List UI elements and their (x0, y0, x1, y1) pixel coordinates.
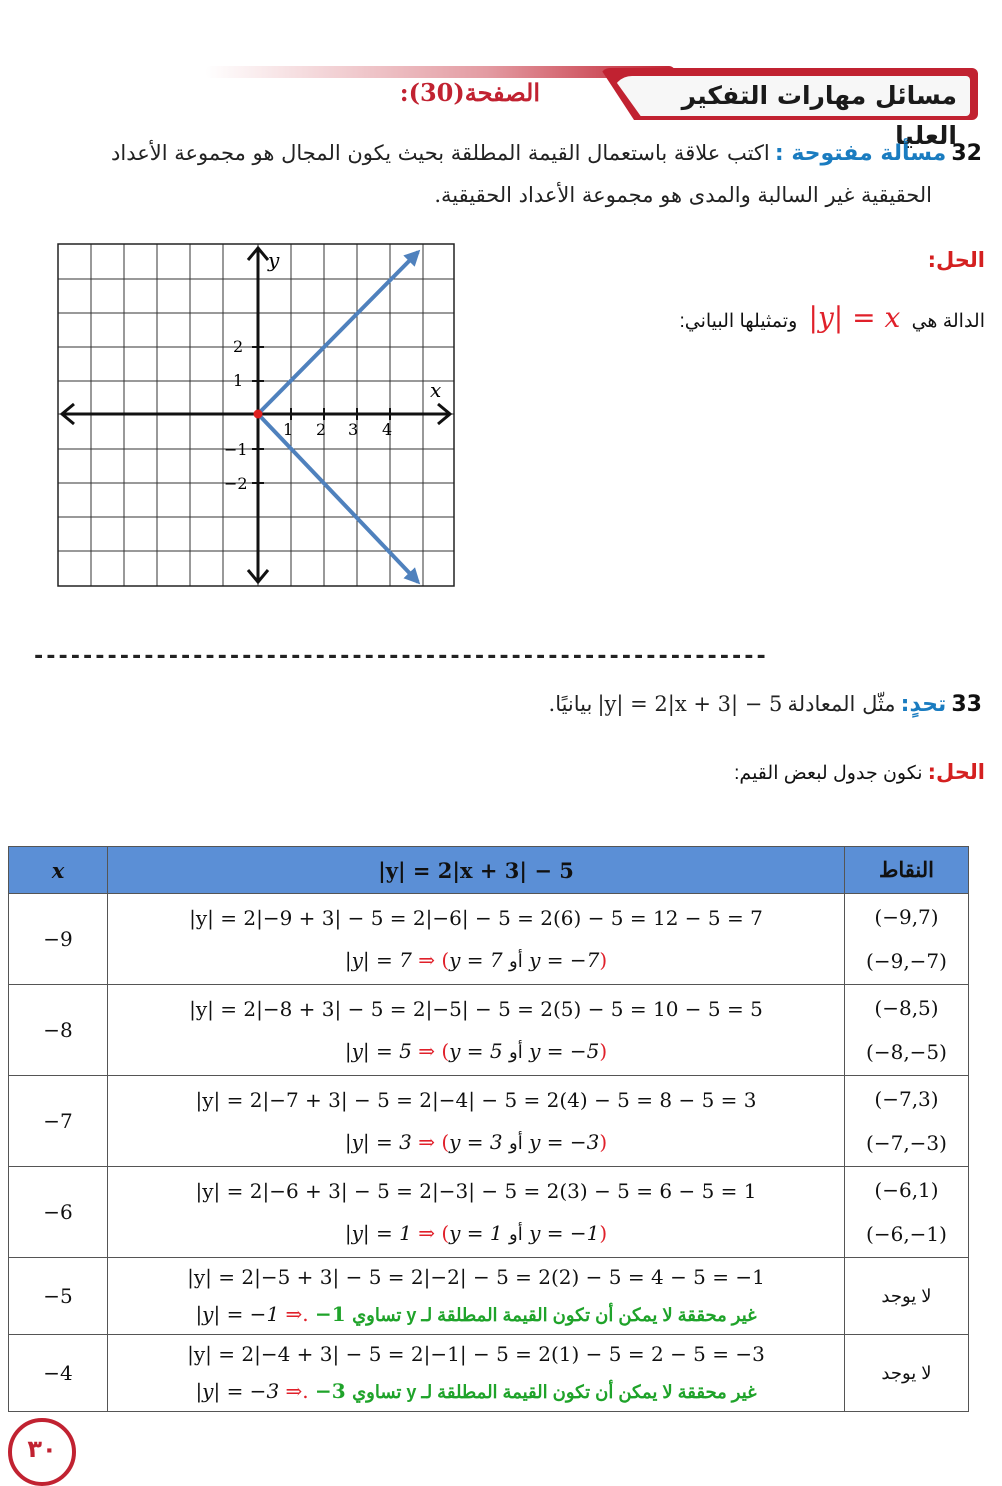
table-row (9, 1076, 969, 1167)
q33-solution-label: الحل: (927, 760, 985, 784)
close-paren: ) (599, 1129, 608, 1154)
row-or-word: أو (509, 950, 523, 971)
row-abs-value: |y| = 5 (344, 1038, 412, 1063)
row-calc-line1: |y| = 2|−8 + 3| − 5 = 2|−5| − 5 = 2(5) − 5 = 10 − 5 = 5 (189, 996, 763, 1021)
q32-label: مسألة مفتوحة : (774, 141, 947, 166)
section-divider: ------------------------------------------------------------ (32, 650, 767, 664)
row-calc-line2 (108, 1212, 844, 1255)
open-paren: ( (441, 1220, 450, 1245)
y-axis-label: y (268, 248, 280, 272)
row-abs-value: |y| = −3 (195, 1378, 280, 1403)
x-tick-label-2: 2 (316, 420, 327, 439)
row-invalid-value: −1 (315, 1301, 346, 1326)
row-calc-line2 (108, 1121, 844, 1164)
row-x-value: −6 (9, 1167, 108, 1258)
x-tick-label-4: 4 (382, 420, 393, 439)
row-or-word: أو (509, 1041, 523, 1062)
row-calculation (108, 1076, 845, 1167)
row-no-points: لا يوجد (845, 1258, 969, 1335)
table-row (9, 894, 969, 985)
row-x-value: −8 (9, 985, 108, 1076)
q32-line1 (40, 136, 982, 170)
q33-solution-text: نكون جدول لبعض القيم: (734, 763, 923, 784)
row-point-negative: (−8,−5) (866, 1040, 947, 1064)
y-tick-label-1: 1 (233, 371, 244, 390)
implies-arrow-icon: ⇒. (285, 1301, 309, 1326)
row-abs-value: |y| = 3 (344, 1129, 412, 1154)
page-reference: الصفحة(30): (399, 78, 540, 107)
q33-solution-line (500, 756, 985, 788)
q33-number: 33 (951, 692, 982, 717)
page-number-badge: ٣٠ (8, 1418, 76, 1486)
row-points (845, 894, 969, 985)
open-paren: ( (441, 1129, 450, 1154)
y-tick-label-2: 2 (233, 337, 244, 356)
row-calc-line2 (108, 939, 844, 982)
row-no-points: لا يوجد (845, 1335, 969, 1412)
row-invalid-note: غير محققة لا يمكن أن تكون القيمة المطلقة لـ y تساوي (352, 1381, 757, 1402)
row-invalid-note: غير محققة لا يمكن أن تكون القيمة المطلقة لـ y تساوي (352, 1304, 757, 1325)
origin-point (254, 410, 263, 419)
row-calc-line1: |y| = 2|−9 + 3| − 5 = 2|−6| − 5 = 2(6) − 5 = 12 − 5 = 7 (189, 905, 763, 930)
row-calc-line1: |y| = 2|−5 + 3| − 5 = 2|−2| − 5 = 2(2) − 5 = 4 − 5 = −1 (187, 1264, 765, 1289)
implies-arrow-icon: ⇒ (418, 1129, 435, 1154)
q32-text-line2: الحقيقية غير السالبة والمدى هو مجموعة الأعداد الحقيقية. (434, 183, 932, 207)
row-solution-a: y = 1 (449, 1220, 503, 1245)
row-solution-a: y = 3 (449, 1129, 503, 1154)
table-header-row (9, 847, 969, 894)
row-x-value: −9 (9, 894, 108, 985)
row-points (845, 985, 969, 1076)
row-abs-value: |y| = 7 (344, 947, 412, 972)
row-solution-a: y = 5 (449, 1038, 503, 1063)
row-solution-a: y = 7 (449, 947, 503, 972)
row-calculation (108, 1167, 845, 1258)
table-body (9, 894, 969, 1412)
row-invalid-value: −3 (315, 1378, 346, 1403)
x-tick-label-1: 1 (283, 420, 294, 439)
header-calc: |y| = 2|x + 3| − 5 (108, 847, 845, 894)
q33-line (300, 686, 982, 722)
row-calculation (108, 985, 845, 1076)
table-row (9, 1167, 969, 1258)
row-point-positive: (−9,7) (874, 905, 939, 929)
row-calc-line1: |y| = 2|−6 + 3| − 5 = 2|−3| − 5 = 2(3) − 5 = 6 − 5 = 1 (195, 1178, 757, 1203)
row-calc-line2 (108, 1296, 844, 1334)
values-table (8, 846, 969, 1412)
row-point-negative: (−9,−7) (866, 949, 947, 973)
x-tick-label-3: 3 (348, 420, 359, 439)
row-or-word: أو (509, 1223, 523, 1244)
header-points: النقاط (845, 847, 969, 894)
row-point-positive: (−7,3) (874, 1087, 939, 1111)
open-paren: ( (441, 947, 450, 972)
row-calc-line2 (108, 1373, 844, 1411)
row-solution-b: y = −3 (529, 1129, 600, 1154)
q32-solution-label: الحل: (927, 248, 985, 272)
q32-solution-line (560, 298, 985, 338)
row-x-value: −7 (9, 1076, 108, 1167)
implies-arrow-icon: ⇒ (418, 1038, 435, 1063)
y-tick-label-neg2: −2 (224, 474, 248, 493)
table-row (9, 1258, 969, 1335)
row-calculation (108, 1258, 845, 1335)
row-calculation (108, 894, 845, 985)
q32-sol-suffix: وتمثيلها البياني: (679, 311, 798, 332)
row-x-value: −4 (9, 1335, 108, 1412)
section-title: مسائل مهارات التفكير العليا (681, 81, 957, 150)
row-calc-line1: |y| = 2|−7 + 3| − 5 = 2|−4| − 5 = 2(4) − 5 = 8 − 5 = 3 (195, 1087, 757, 1112)
q33-equation: |y| = 2|x + 3| − 5 (597, 692, 783, 716)
row-solution-b: y = −7 (529, 947, 600, 972)
row-solution-b: y = −1 (529, 1220, 600, 1245)
row-calculation (108, 1335, 845, 1412)
row-calc-line2 (108, 1030, 844, 1073)
q32-sol-prefix: الدالة هي (911, 311, 985, 332)
row-solution-b: y = −5 (529, 1038, 600, 1063)
implies-arrow-icon: ⇒ (418, 947, 435, 972)
row-point-positive: (−6,1) (874, 1178, 939, 1202)
row-points (845, 1167, 969, 1258)
row-point-positive: (−8,5) (874, 996, 939, 1020)
row-point-negative: (−6,−1) (866, 1222, 947, 1246)
header-x: x (9, 847, 108, 894)
lower-ray (258, 414, 418, 582)
row-abs-value: |y| = −1 (195, 1301, 280, 1326)
q32-sol-formula: |y| = x (808, 301, 901, 334)
q33-text-end: بيانيًا. (548, 692, 593, 716)
close-paren: ) (599, 947, 608, 972)
graph-abs-y-equals-x (56, 242, 456, 588)
row-x-value: −5 (9, 1258, 108, 1335)
q32-text-line1: اكتب علاقة باستعمال القيمة المطلقة بحيث يكون المجال هو مجموعة الأعداد (111, 141, 770, 165)
upper-ray (258, 252, 418, 414)
implies-arrow-icon: ⇒ (418, 1220, 435, 1245)
x-axis-label: x (430, 378, 442, 402)
table-row (9, 985, 969, 1076)
table-row (9, 1335, 969, 1412)
implies-arrow-icon: ⇒. (285, 1378, 309, 1403)
y-tick-label-neg1: −1 (224, 440, 248, 459)
q33-text: مثّل المعادلة (787, 692, 896, 716)
q32-number: 32 (951, 141, 982, 166)
q33-label: تحدٍ: (900, 692, 947, 717)
row-points (845, 1076, 969, 1167)
row-point-negative: (−7,−3) (866, 1131, 947, 1155)
close-paren: ) (599, 1038, 608, 1063)
row-abs-value: |y| = 1 (344, 1220, 412, 1245)
open-paren: ( (441, 1038, 450, 1063)
close-paren: ) (599, 1220, 608, 1245)
row-or-word: أو (509, 1132, 523, 1153)
row-calc-line1: |y| = 2|−4 + 3| − 5 = 2|−1| − 5 = 2(1) − 5 = 2 − 5 = −3 (187, 1341, 765, 1366)
